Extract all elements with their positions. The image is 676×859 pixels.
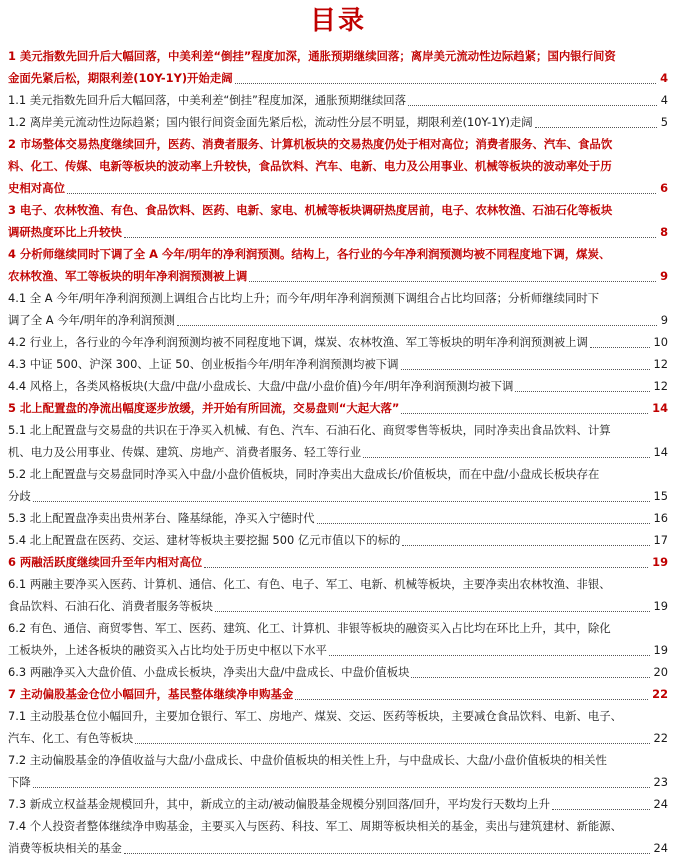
toc-entry-text: 4.1 全 A 今年/明年净利润预测上调组合占比均上升；而今年/明年净利润预测下调组合占比均回落；分析师继续同时下 [8,291,600,305]
toc-entry-line [8,221,668,243]
toc-page-number: 19 [652,555,668,569]
toc-entry-line [8,463,668,485]
toc-entry-text: 金面先紧后松，期限利差(10Y-1Y)开始走阔 [8,71,233,85]
toc-entry-text: 调研热度环比上升较快 [8,225,122,239]
toc-entry-text: 2 市场整体交易热度继续回升，医药、消费者服务、计算机板块的交易热度仍处于相对高位；消费者服务、汽车、食品饮 [8,137,613,151]
toc-entry-text: 5.1 北上配置盘与交易盘的共识在于净买入机械、有色、汽车、石油石化、商贸零售等板块，同时净卖出食品饮料、计算 [8,423,611,437]
toc-page-number: 20 [653,665,668,679]
toc-dot-leader [402,545,649,546]
toc-dot-leader [363,457,649,458]
toc-subsection-entry[interactable] [8,529,668,551]
toc-page-number: 24 [653,797,668,811]
toc-page-number: 24 [653,841,668,855]
toc-entry-line [8,309,668,331]
toc-entry-line [8,265,668,287]
toc-entry-line [8,793,668,815]
toc-dot-leader [401,413,648,414]
toc-dot-leader [215,611,649,612]
toc-entry-line [8,287,668,309]
toc-entry-line [8,177,668,199]
toc-page-number: 23 [653,775,668,789]
toc-subsection-entry[interactable] [8,89,668,111]
toc-entry-text: 史相对高位 [8,181,65,195]
toc-subsection-entry[interactable] [8,705,668,749]
toc-entry-line [8,727,668,749]
toc-entry-text: 食品饮料、石油石化、消费者服务等板块 [8,599,214,613]
toc-entry-text: 1.2 离岸美元流动性边际趋紧；国内银行间资金面先紧后松，流动性分层不明显，期限利差(10Y-1Y)走阔 [8,115,533,129]
toc-subsection-entry[interactable] [8,375,668,397]
toc-entry-line [8,243,668,265]
toc-entry-line [8,529,668,551]
toc-entry-text: 5.3 北上配置盘净卖出贵州茅台、隆基绿能，净买入宁德时代 [8,511,315,525]
toc-page-number: 9 [660,269,668,283]
toc-subsection-entry[interactable] [8,463,668,507]
toc-entry-line [8,639,668,661]
toc-page-number: 19 [653,599,668,613]
toc-entry-text: 农林牧渔、军工等板块的明年净利润预测被上调 [8,269,248,283]
toc-page-number: 12 [653,357,668,371]
toc-page-number: 4 [660,71,668,85]
toc-dot-leader [235,83,656,84]
toc-section-entry[interactable] [8,397,668,419]
toc-entry-text: 分歧 [8,489,31,503]
toc-dot-leader [249,281,656,282]
toc-subsection-entry[interactable] [8,111,668,133]
toc-subsection-entry[interactable] [8,793,668,815]
toc-entry-text: 机、电力及公用事业、传媒、建筑、房地产、消费者服务、轻工等行业 [8,445,362,459]
toc-entry-line [8,837,668,859]
toc-entry-text: 消费等板块相关的基金 [8,841,122,855]
toc-dot-leader [408,105,657,106]
toc-dot-leader [535,127,657,128]
toc-entry-text: 4.3 中证 500、沪深 300、上证 50、创业板指今年/明年净利润预测均被下调 [8,357,399,371]
toc-dot-leader [33,787,650,788]
toc-dot-leader [124,853,650,854]
toc-entry-line [8,67,668,89]
toc-subsection-entry[interactable] [8,419,668,463]
toc-page-number: 19 [653,643,668,657]
toc-page-number: 22 [653,731,668,745]
toc-page-number: 9 [660,313,668,327]
toc-entry-text: 6.3 两融净买入大盘价值、小盘成长板块，净卖出大盘/中盘成长、中盘价值板块 [8,665,410,679]
toc-page-number: 17 [653,533,668,547]
toc-entry-text: 1.1 美元指数先回升后大幅回落，中美利差“倒挂”程度加深，通胀预期继续回落 [8,93,407,107]
toc-section-entry[interactable] [8,199,668,243]
toc-section-entry[interactable] [8,683,668,705]
toc-entry-text: 7.4 个人投资者整体继续净申购基金，主要买入与医药、科技、军工、周期等板块相关的基金，卖出与建筑建材、新能源、 [8,819,623,833]
toc-entry-text: 5 北上配置盘的净流出幅度逐步放缓，并开始有所回流，交易盘则“大起大落” [8,401,400,415]
toc-subsection-entry[interactable] [8,573,668,617]
toc-dot-leader [552,809,650,810]
toc-entry-text: 1 美元指数先回升后大幅回落，中美利差“倒挂”程度加深，通胀预期继续回落；离岸美元流动性边际趋紧；国内银行间资 [8,49,616,63]
toc-entry-line [8,375,668,397]
toc-entry-text: 7.2 主动偏股基金的净值收益与大盘/小盘成长、中盘价值板块的相关性上升，与中盘成长、大盘/小盘价值板块的相关性 [8,753,607,767]
toc-entry-text: 7.3 新成立权益基金规模回升，其中，新成立的主动/被动偏股基金规模分别回落/回升，平均发行天数均上升 [8,797,550,811]
toc-subsection-entry[interactable] [8,617,668,661]
toc-entry-line [8,683,668,705]
toc-entry-line [8,573,668,595]
toc-dot-leader [590,347,650,348]
toc-entry-text: 7 主动偏股基金仓位小幅回升，基民整体继续净申购基金 [8,687,294,701]
toc-entry-line [8,397,668,419]
toc-page-number: 22 [652,687,668,701]
toc-page-number: 10 [653,335,668,349]
toc-entry-line [8,155,668,177]
toc-entry-text: 汽车、化工、有色等板块 [8,731,134,745]
toc-entry-line [8,133,668,155]
toc-entry-line [8,595,668,617]
toc-entry-line [8,45,668,67]
toc-subsection-entry[interactable] [8,661,668,683]
toc-entry-text: 5.2 北上配置盘与交易盘同时净买入中盘/小盘价值板块，同时净卖出大盘成长/价值板块，而在中盘/小盘成长板块存在 [8,467,600,481]
toc-dot-leader [515,391,649,392]
toc-entry-text: 4.2 行业上，各行业的今年净利润预测均被不同程度地下调，煤炭、农林牧渔、军工等板块的明年净利润预测被上调 [8,335,588,349]
table-of-contents [8,45,668,859]
toc-entry-line [8,617,668,639]
toc-entry-text: 6.2 有色、通信、商贸零售、军工、医药、建筑、化工、计算机、非银等板块的融资买入占比均在环比上升，其中，除化 [8,621,611,635]
toc-entry-line [8,551,668,573]
toc-entry-text: 4 分析师继续同时下调了全 A 今年/明年的净利润预测。结构上，各行业的今年净利润预测均被不同程度地下调，煤炭、 [8,247,611,261]
page-title: 目录 [309,6,366,36]
toc-entry-text: 下降 [8,775,31,789]
toc-page-number: 8 [660,225,668,239]
toc-dot-leader [124,237,656,238]
toc-subsection-entry[interactable] [8,815,668,859]
toc-page-number: 15 [653,489,668,503]
toc-section-entry[interactable] [8,133,668,199]
toc-entry-line [8,441,668,463]
toc-dot-leader [401,369,650,370]
toc-dot-leader [329,655,650,656]
toc-entry-text: 3 电子、农林牧渔、有色、食品饮料、医药、电新、家电、机械等板块调研热度居前，电子、农林牧渔、石油石化等板块 [8,203,613,217]
toc-page-number: 16 [653,511,668,525]
toc-dot-leader [67,193,656,194]
toc-entry-line [8,353,668,375]
toc-page-number: 4 [660,93,668,107]
toc-entry-line [8,507,668,529]
toc-entry-line [8,815,668,837]
toc-entry-text: 5.4 北上配置盘在医药、交运、建材等板块主要挖掘 500 亿元市值以下的标的 [8,533,401,547]
toc-entry-text: 料、化工、传媒、电新等板块的波动率上升较快，食品饮料、汽车、电新、电力及公用事业、机械等板块的波动率处于历 [8,159,612,173]
toc-page-number: 12 [653,379,668,393]
toc-page-number: 5 [660,115,668,129]
toc-subsection-entry[interactable] [8,507,668,529]
toc-entry-line [8,705,668,727]
toc-dot-leader [411,677,649,678]
toc-entry-line [8,749,668,771]
toc-subsection-entry[interactable] [8,353,668,375]
toc-page-number: 14 [652,401,668,415]
toc-subsection-entry[interactable] [8,287,668,331]
toc-entry-line [8,485,668,507]
toc-subsection-entry[interactable] [8,749,668,793]
toc-entry-line [8,331,668,353]
toc-section-entry[interactable] [8,45,668,89]
toc-entry-line [8,771,668,793]
toc-section-entry[interactable] [8,243,668,287]
toc-page-number: 6 [660,181,668,195]
toc-entry-text: 6 两融活跃度继续回升至年内相对高位 [8,555,203,569]
toc-entry-text: 6.1 两融主要净买入医药、计算机、通信、化工、有色、电子、军工、电新、机械等板块，主要净卖出农林牧渔、非银、 [8,577,611,591]
toc-dot-leader [204,567,648,568]
toc-dot-leader [295,699,648,700]
toc-entry-line [8,89,668,111]
toc-section-entry[interactable] [8,551,668,573]
toc-entry-text: 7.1 主动股基仓位小幅回升，主要加仓银行、军工、房地产、煤炭、交运、医药等板块，主要减仓食品饮料、电新、电子、 [8,709,623,723]
toc-entry-text: 工板块外，上述各板块的融资买入占比均处于历史中枢以下水平 [8,643,327,657]
toc-entry-line [8,661,668,683]
toc-dot-leader [33,501,650,502]
toc-subsection-entry[interactable] [8,331,668,353]
toc-page-number: 14 [653,445,668,459]
toc-entry-line [8,199,668,221]
toc-entry-text: 4.4 风格上，各类风格板块(大盘/中盘/小盘成长、大盘/中盘/小盘价值)今年/明年净利润预测均被下调 [8,379,514,393]
toc-dot-leader [177,325,657,326]
toc-entry-line [8,111,668,133]
toc-entry-line [8,419,668,441]
toc-dot-leader [135,743,649,744]
toc-entry-text: 调了全 A 今年/明年的净利润预测 [8,313,175,327]
toc-dot-leader [317,523,650,524]
